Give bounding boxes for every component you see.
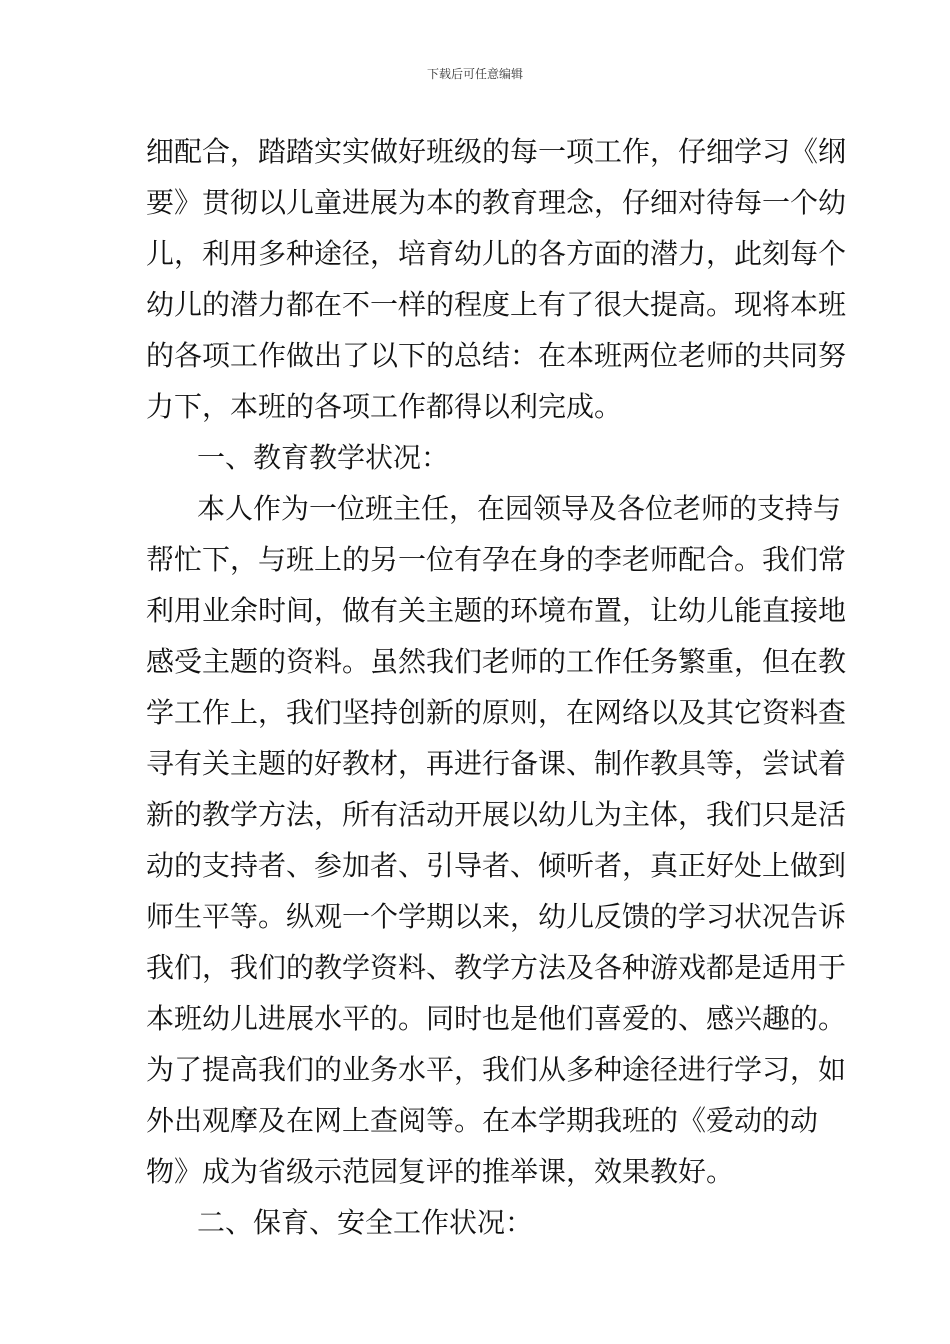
text-line: 利用业余时间，做有关主题的环境布置，让幼儿能直接地 [146,594,847,627]
text-line: 学工作上，我们坚持创新的原则，在网络以及其它资料查 [146,696,847,729]
header-note: 下载后可任意编辑 [426,67,523,81]
text-line: 的各项工作做出了以下的总结：在本班两位老师的共同努 [146,339,847,372]
text-line: 新的教学方法，所有活动开展以幼儿为主体，我们只是活 [146,798,847,831]
text-line: 动的支持者、参加者、引导者、倾听者，真正好处上做到 [146,849,847,882]
text-line: 外出观摩及在网上查阅等。在本学期我班的《爱动的动 [146,1104,819,1137]
text-line: 力下，本班的各项工作都得以利完成。 [146,390,623,423]
section-heading: 一、教育教学状况： [197,441,450,474]
text-line: 要》贯彻以儿童进展为本的教育理念，仔细对待每一个幼 [146,186,847,219]
text-line: 我们，我们的教学资料、教学方法及各种游戏都是适用于 [146,951,847,984]
text-line: 感受主题的资料。虽然我们老师的工作任务繁重，但在教 [146,645,847,678]
text-line: 为了提高我们的业务水平，我们从多种途径进行学习，如 [146,1053,847,1086]
text-line: 师生平等。纵观一个学期以来，幼儿反馈的学习状况告诉 [146,900,847,933]
text-line: 寻有关主题的好教材，再进行备课、制作教具等，尝试着 [146,747,847,780]
text-line: 帮忙下，与班上的另一位有孕在身的李老师配合。我们常 [146,543,847,576]
text-line: 幼儿的潜力都在不一样的程度上有了很大提高。现将本班 [146,288,847,321]
section-heading: 二、保育、安全工作状况： [197,1206,534,1239]
text-line: 细配合，踏踏实实做好班级的每一项工作，仔细学习《纲 [146,135,847,168]
text-line: 儿，利用多种途径，培育幼儿的各方面的潜力，此刻每个 [146,237,847,270]
text-line: 本班幼儿进展水平的。同时也是他们喜爱的、感兴趣的。 [146,1002,847,1035]
document-body [146,126,847,1248]
text-line: 物》成为省级示范园复评的推举课，效果教好。 [146,1155,735,1188]
paragraph-first-line: 本人作为一位班主任，在园领导及各位老师的支持与 [197,492,842,525]
